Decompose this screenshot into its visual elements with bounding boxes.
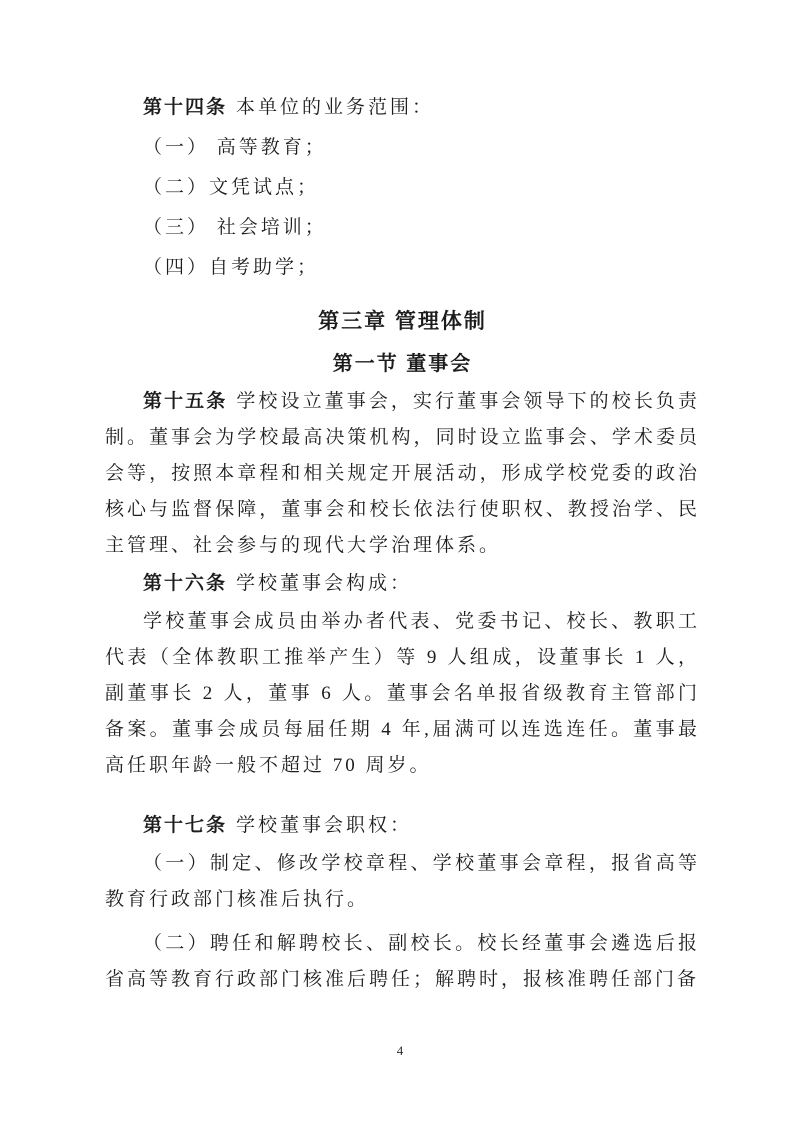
article-17-heading — [105, 808, 700, 844]
section-heading: 第一节 董事会 — [332, 353, 473, 375]
article-17-item-1: （一）制定、修改学校章程、学校董事会章程，报省高等教育行政部门核准后执行。 — [105, 853, 700, 910]
business-scope-item-1: （一） 高等教育； — [143, 137, 327, 158]
article-17-item-2: （二）聘任和解聘校长、副校长。校长经董事会遴选后报省高等教育行政部门核准后聘任；解聘时，报核准聘任部门备 — [105, 933, 700, 990]
article-16-label: 第十六条 — [143, 573, 228, 594]
article-14-title: 本单位的业务范围： — [236, 97, 435, 118]
article-17-title: 学校董事会职权： — [236, 815, 413, 836]
business-scope-item-4: （四）自考助学； — [143, 257, 320, 278]
business-scope-item-2: （二）文凭试点； — [143, 177, 320, 198]
article-14-label: 第十四条 — [143, 97, 228, 118]
article-16-heading — [105, 566, 700, 602]
page-number: 4 — [396, 1043, 404, 1058]
article-14-heading — [105, 90, 700, 126]
business-scope-item-3: （三） 社会培训； — [143, 217, 327, 238]
article-15-paragraph — [105, 384, 700, 564]
chapter-heading: 第三章 管理体制 — [318, 310, 487, 333]
article-15-text: 学校设立董事会，实行董事会领导下的校长负责制。董事会为学校最高决策机构，同时设立监事会、学术委员会等，按照本章程和相关规定开展活动，形成学校党委的政治核心与监督保障，董事会和校长依法行使职权、教授治学、民主管理、社会参与的现代大学治理体系。 — [105, 391, 700, 556]
article-16-paragraph: 学校董事会成员由举办者代表、党委书记、校长、教职工代表（全体教职工推举产生）等 9 人组成，设董事长 1 人，副董事长 2 人，董事 6 人。董事会名单报省级教育主管部门备案。董事会成员每届任期 4 年,届满可以连选连任。董事最高任职年龄一般不超过 70 周岁。 — [105, 611, 700, 776]
article-15-label: 第十五条 — [143, 391, 228, 412]
article-17-label: 第十七条 — [143, 815, 228, 836]
article-16-title: 学校董事会构成： — [236, 573, 413, 594]
